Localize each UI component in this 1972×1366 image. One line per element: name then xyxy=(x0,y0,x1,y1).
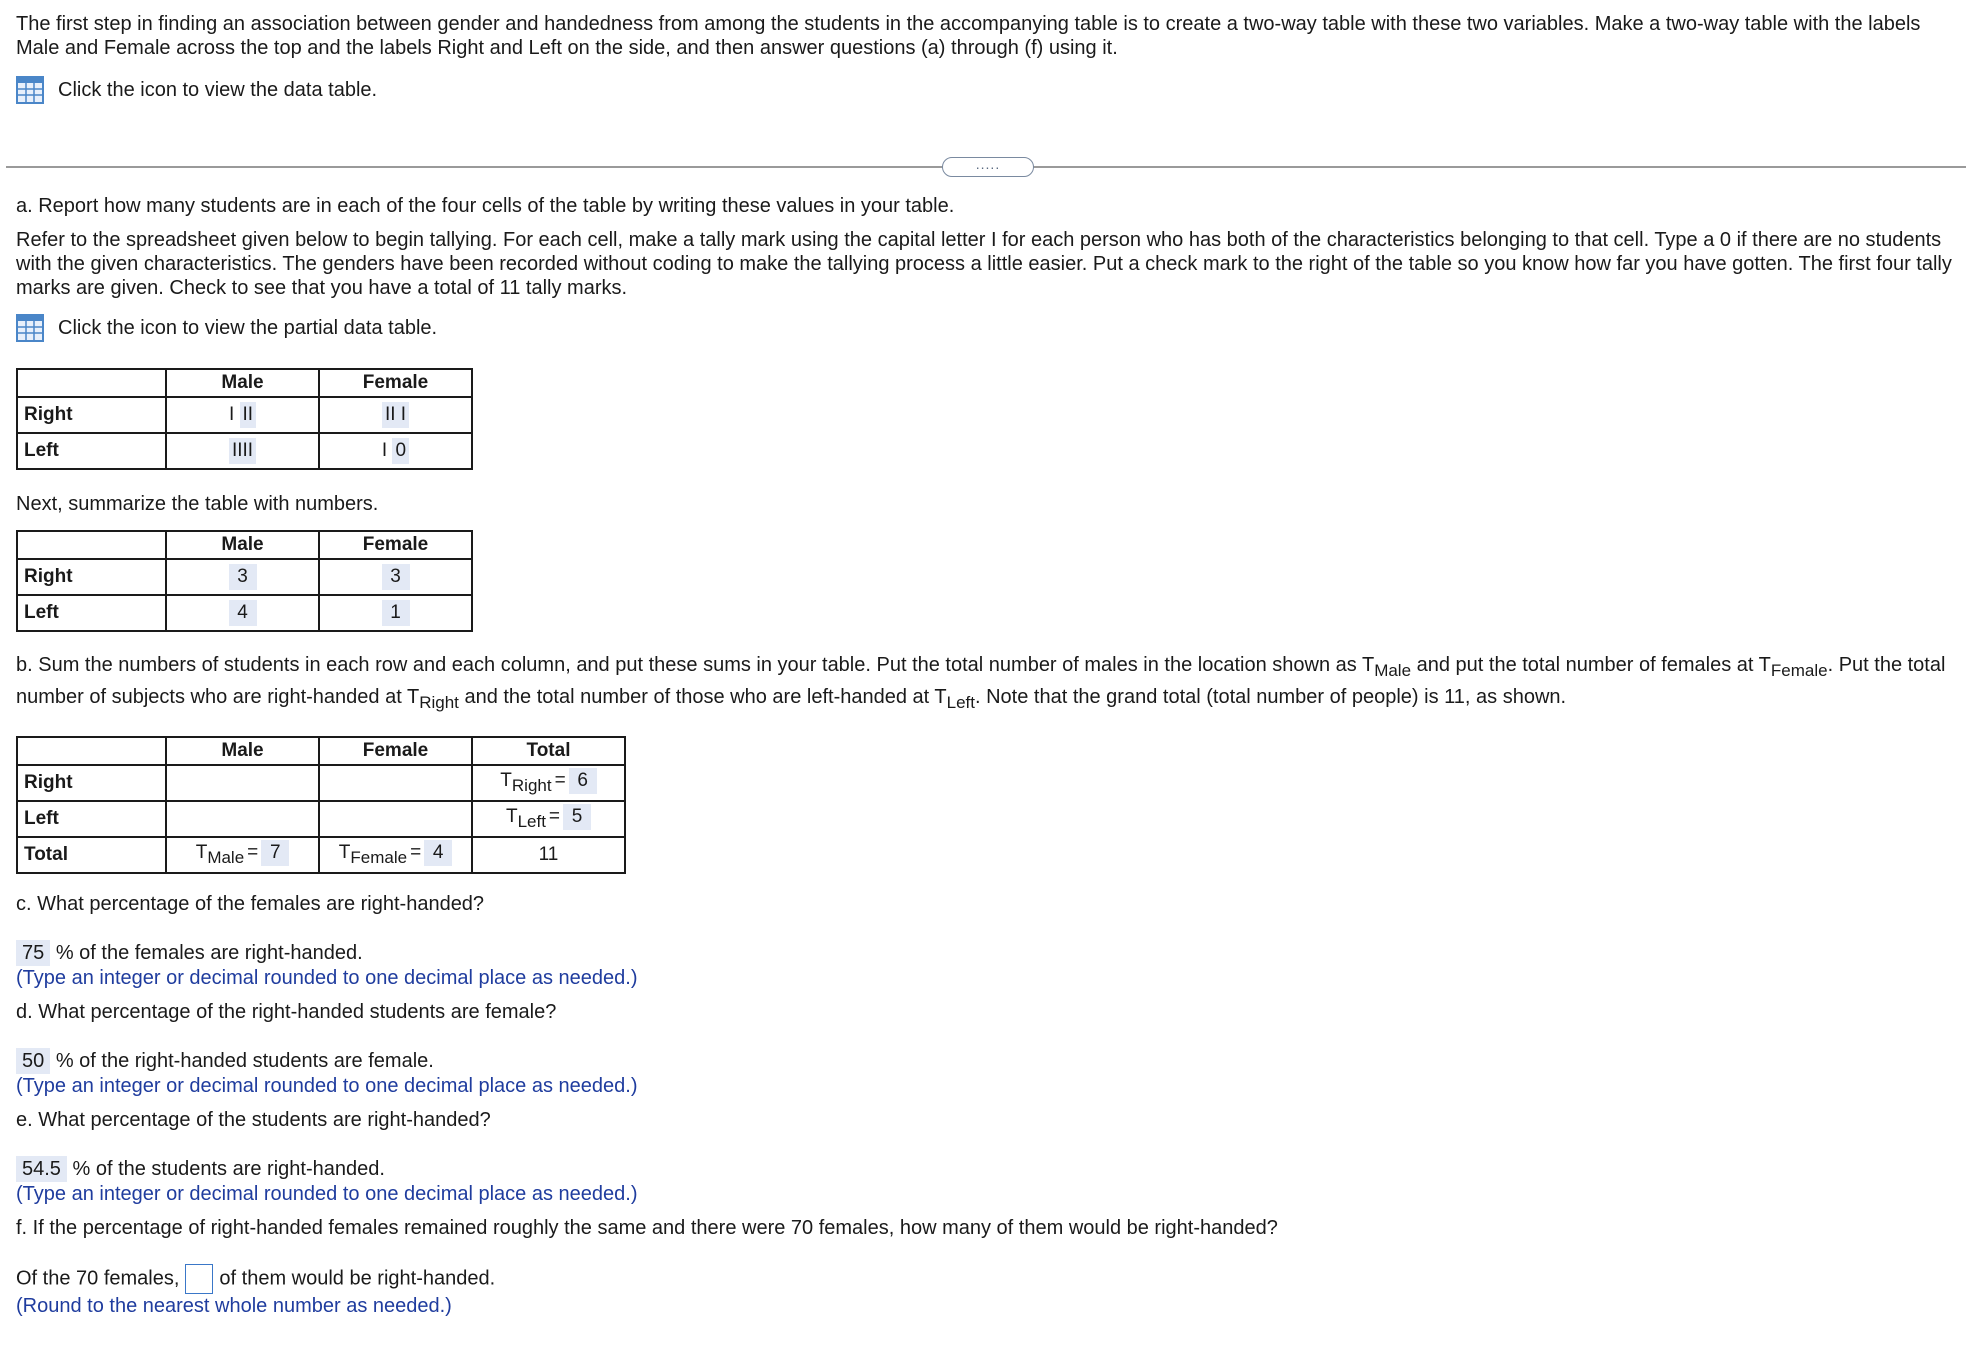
tally-table xyxy=(16,368,473,470)
tally-right-female xyxy=(319,397,472,433)
part-d-answer-input[interactable]: 50 xyxy=(16,1048,50,1074)
header-male: Male xyxy=(166,737,319,765)
part-d-answer-suffix: % of the right-handed students are female. xyxy=(55,1050,434,1072)
divider-expand-handle[interactable]: ..... xyxy=(942,157,1034,177)
part-f-answer-input[interactable] xyxy=(185,1264,213,1294)
part-c-answer-input[interactable]: 75 xyxy=(16,940,50,966)
part-b-text: and the total number of those who are left-handed at T xyxy=(458,686,947,708)
t-male-subscript: Male xyxy=(207,848,245,867)
tally-left-female xyxy=(319,433,472,469)
part-b-question xyxy=(16,652,1956,716)
t-letter: T xyxy=(338,842,351,863)
intro-text: The first step in finding an association between gender and handedness from among the students in the accompanying table is to create a two-way table with these two variables. Make a two-way table with the labels Male and Female across the top and the labels Right and Left on the side, and then answer questions (a) through (f) using it. xyxy=(16,13,1921,59)
count-table xyxy=(16,530,473,632)
row-label-right: Right xyxy=(17,559,166,595)
tally-given: I xyxy=(381,440,393,461)
part-e-question: e. What percentage of the students are right-handed? xyxy=(16,1109,491,1131)
part-d-hint: (Type an integer or decimal rounded to one decimal place as needed.) xyxy=(16,1075,638,1097)
part-d-answer-line xyxy=(16,1048,1956,1074)
header-total: Total xyxy=(472,737,625,765)
part-a-question: a. Report how many students are in each of the four cells of the table by writing these values in your table. xyxy=(16,195,955,217)
subscript-left: Left xyxy=(946,693,975,712)
tally-right-male xyxy=(166,397,319,433)
totals-table xyxy=(16,736,626,874)
header-female: Female xyxy=(319,737,472,765)
subscript-male: Male xyxy=(1374,661,1412,680)
empty-cell xyxy=(319,801,472,837)
header-male: Male xyxy=(166,369,319,397)
row-label-left: Left xyxy=(17,433,166,469)
part-f-suffix: of them would be right-handed. xyxy=(219,1267,496,1290)
part-f-prefix: Of the 70 females, xyxy=(16,1267,180,1290)
count-left-female-cell xyxy=(319,595,472,631)
empty-cell xyxy=(166,765,319,801)
t-female-cell xyxy=(319,837,472,873)
tally-answer-right-female[interactable]: II I xyxy=(382,402,409,428)
part-a-instructions: Refer to the spreadsheet given below to begin tallying. For each cell, make a tally mark using the capital letter I for each person who has both of the characteristics belonging to that cell. Type a 0 if there are no students with the given characteristics. The genders have been recorded without coding to make the tallying process a little easier. Put a check mark to the right of the table so you know how far you have gotten. The first four tally marks are given. Check to see that you have a total of 11 tally marks. xyxy=(16,229,1952,299)
corner-cell xyxy=(17,737,166,765)
part-e-hint: (Type an integer or decimal rounded to one decimal place as needed.) xyxy=(16,1183,638,1205)
header-female: Female xyxy=(319,531,472,559)
count-left-female-input[interactable]: 1 xyxy=(382,600,410,626)
row-label-left: Left xyxy=(17,801,166,837)
partial-data-table-link[interactable] xyxy=(16,314,1956,342)
partial-data-table-link-text[interactable]: Click the icon to view the partial data table. xyxy=(58,317,438,339)
tally-answer-left-female[interactable]: 0 xyxy=(392,438,409,464)
t-male-cell xyxy=(166,837,319,873)
t-female-subscript: Female xyxy=(350,848,408,867)
t-female-input[interactable]: 4 xyxy=(424,840,452,866)
count-right-female-input[interactable]: 3 xyxy=(382,564,410,590)
part-b-text: . Put the total number of subjects who are right-handed at T xyxy=(16,654,1946,708)
row-label-right: Right xyxy=(17,397,166,433)
corner-cell xyxy=(17,369,166,397)
t-left-cell xyxy=(472,801,625,837)
data-table-link[interactable] xyxy=(16,76,1956,104)
equals-sign: = xyxy=(554,770,566,791)
part-c-answer-suffix: % of the females are right-handed. xyxy=(55,942,363,964)
t-right-cell xyxy=(472,765,625,801)
equals-sign: = xyxy=(410,842,422,863)
part-f-hint: (Round to the nearest whole number as needed.) xyxy=(16,1295,452,1317)
part-f-question: f. If the percentage of right-handed females remained roughly the same and there were 70 females, how many of them would be right-handed? xyxy=(16,1217,1278,1239)
summary-prompt: Next, summarize the table with numbers. xyxy=(16,493,379,515)
t-letter: T xyxy=(505,806,518,827)
data-table-link-text[interactable]: Click the icon to view the data table. xyxy=(58,79,378,101)
table-grid-icon[interactable] xyxy=(16,76,44,104)
count-right-male-cell xyxy=(166,559,319,595)
equals-sign: = xyxy=(247,842,259,863)
part-f-answer-line xyxy=(16,1264,1956,1294)
empty-cell xyxy=(166,801,319,837)
tally-answer-right-male[interactable]: II xyxy=(240,402,257,428)
header-male: Male xyxy=(166,531,319,559)
t-left-subscript: Left xyxy=(517,812,546,831)
part-e-answer-input[interactable]: 54.5 xyxy=(16,1156,67,1182)
corner-cell xyxy=(17,531,166,559)
equals-sign: = xyxy=(548,806,561,827)
part-c-hint: (Type an integer or decimal rounded to one decimal place as needed.) xyxy=(16,967,638,989)
part-b-text: b. Sum the numbers of students in each row and each column, and put these sums in your table. Put the total number of males in the location shown as T xyxy=(16,654,1375,676)
empty-cell xyxy=(319,765,472,801)
t-right-input[interactable]: 6 xyxy=(569,768,597,794)
part-b-text: . Note that the grand total (total number of people) is 11, as shown. xyxy=(974,686,1567,708)
t-letter: T xyxy=(500,770,512,791)
tally-answer-left-male[interactable]: IIII xyxy=(229,438,256,464)
part-c-answer-line xyxy=(16,940,1956,966)
tally-given: I xyxy=(228,404,240,425)
row-label-right: Right xyxy=(17,765,166,801)
part-b-text: and put the total number of females at T xyxy=(1411,654,1771,676)
t-letter: T xyxy=(195,842,208,863)
count-left-male-input[interactable]: 4 xyxy=(229,600,257,626)
t-right-subscript: Right xyxy=(511,776,552,795)
section-divider xyxy=(6,156,1966,172)
grand-total-cell: 11 xyxy=(472,837,625,873)
row-label-left: Left xyxy=(17,595,166,631)
t-male-input[interactable]: 7 xyxy=(261,840,289,866)
count-right-female-cell xyxy=(319,559,472,595)
count-right-male-input[interactable]: 3 xyxy=(229,564,257,590)
t-left-input[interactable]: 5 xyxy=(563,804,591,830)
count-left-male-cell xyxy=(166,595,319,631)
row-label-total: Total xyxy=(17,837,166,873)
subscript-female: Female xyxy=(1770,661,1828,680)
tally-left-male xyxy=(166,433,319,469)
part-d-question: d. What percentage of the right-handed students are female? xyxy=(16,1001,557,1023)
header-female: Female xyxy=(319,369,472,397)
table-grid-icon[interactable] xyxy=(16,314,44,342)
part-e-answer-line xyxy=(16,1156,1956,1182)
part-e-answer-suffix: % of the students are right-handed. xyxy=(72,1158,385,1180)
part-c-question: c. What percentage of the females are right-handed? xyxy=(16,893,485,915)
subscript-right: Right xyxy=(419,693,459,712)
